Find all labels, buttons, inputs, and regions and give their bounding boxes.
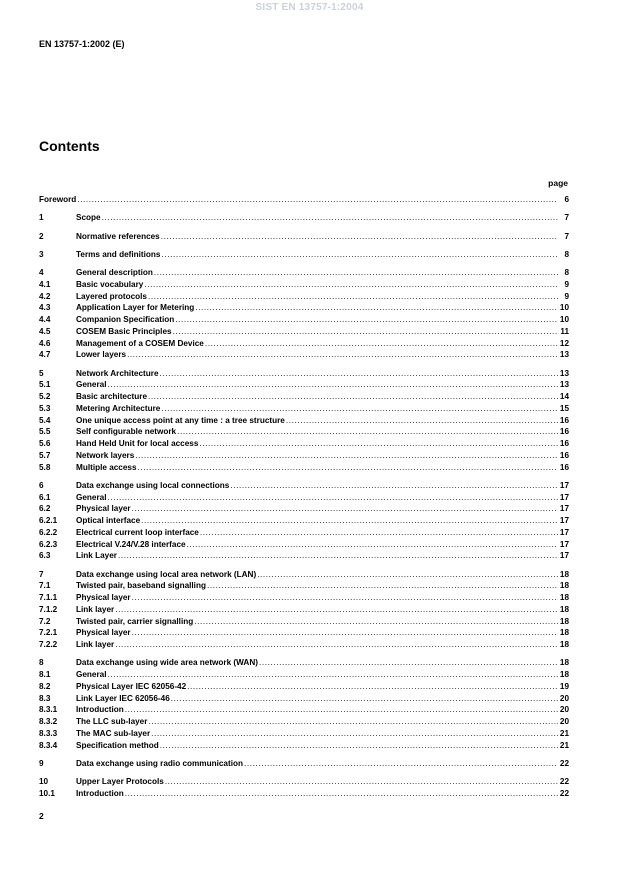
toc-entry-title-wrap bbox=[76, 450, 559, 462]
toc-entry-number: 7.1 bbox=[39, 581, 51, 591]
dot-leader bbox=[187, 681, 558, 693]
toc-entry[interactable] bbox=[39, 604, 569, 616]
toc-entry[interactable] bbox=[39, 291, 569, 303]
toc-entry-page: 18 bbox=[559, 640, 569, 649]
dot-leader bbox=[160, 368, 558, 380]
dot-leader bbox=[173, 326, 558, 338]
toc-entry-page: 18 bbox=[559, 658, 569, 668]
toc-entry-number: 8 bbox=[39, 658, 44, 668]
toc-entry-title: Electrical current loop interface bbox=[76, 527, 199, 537]
toc-entry-number: 5.8 bbox=[39, 462, 51, 472]
toc-entry[interactable] bbox=[39, 302, 569, 314]
dot-leader bbox=[144, 279, 558, 291]
toc-entry[interactable] bbox=[39, 415, 569, 427]
toc-entry-number: 10 bbox=[39, 777, 49, 786]
toc-entry-number: 6.1 bbox=[39, 492, 51, 502]
toc-entry-title-wrap bbox=[76, 693, 559, 705]
toc-entry[interactable] bbox=[39, 231, 569, 243]
toc-entry[interactable] bbox=[39, 314, 569, 326]
toc-entry-page: 10 bbox=[559, 315, 569, 324]
toc-entry-number: 4.1 bbox=[39, 279, 51, 289]
toc-entry-title-wrap bbox=[76, 438, 559, 450]
toc-entry-title: Scope bbox=[76, 213, 101, 223]
dot-leader bbox=[102, 212, 558, 224]
toc-entry-title: Data exchange using wide area network (WAN) bbox=[76, 658, 258, 668]
dot-leader bbox=[141, 515, 558, 527]
toc-entry-page: 15 bbox=[559, 403, 569, 413]
toc-entry-title: Companion Specification bbox=[76, 315, 175, 324]
toc-entry[interactable] bbox=[39, 515, 569, 527]
toc-entry-page: 7 bbox=[564, 213, 569, 223]
toc-entry-title: Link layer bbox=[76, 640, 115, 649]
toc-entry-number: 4.6 bbox=[39, 338, 51, 348]
dot-leader bbox=[148, 391, 558, 403]
toc-entry-number: 6.2 bbox=[39, 504, 51, 514]
toc-entry-page: 14 bbox=[559, 392, 569, 401]
toc-entry[interactable] bbox=[39, 480, 569, 492]
toc-entry-number: 4.7 bbox=[39, 350, 51, 360]
dot-leader bbox=[175, 314, 558, 326]
toc-entry-title-wrap bbox=[76, 657, 559, 669]
dot-leader bbox=[115, 604, 558, 616]
toc-entry-number: 6 bbox=[39, 480, 44, 490]
toc-entry-number: 7.2.2 bbox=[39, 640, 58, 649]
toc-entry-number: 5 bbox=[39, 368, 44, 378]
toc-entry-number: 5.5 bbox=[39, 427, 51, 437]
toc-entry-title: Upper Layer Protocols bbox=[76, 777, 164, 786]
toc-entry-title: Introduction bbox=[76, 788, 124, 798]
toc-entry-title-wrap bbox=[76, 368, 559, 380]
toc-entry-title: Data exchange using local area network (LAN) bbox=[76, 569, 257, 579]
toc-entry-page: 11 bbox=[560, 326, 569, 336]
toc-entry-page: 9 bbox=[564, 291, 569, 301]
toc-entry-page: 7 bbox=[564, 231, 569, 241]
toc-entry-title-wrap bbox=[76, 788, 559, 800]
toc-entry-title-wrap bbox=[39, 194, 559, 206]
toc-entry[interactable] bbox=[39, 728, 569, 740]
toc-entry-page: 13 bbox=[559, 350, 569, 360]
toc-entry[interactable] bbox=[39, 279, 569, 291]
dot-leader bbox=[125, 788, 558, 800]
toc-entry[interactable] bbox=[39, 539, 569, 551]
dot-leader bbox=[127, 349, 558, 361]
toc-entry[interactable] bbox=[39, 788, 569, 800]
toc-entry-title: Data exchange using local connections bbox=[76, 480, 230, 490]
toc-entry[interactable] bbox=[39, 627, 569, 639]
toc-entry-title: Optical interface bbox=[76, 516, 141, 525]
toc-entry-title-wrap bbox=[76, 462, 559, 474]
toc-entry[interactable] bbox=[39, 368, 569, 380]
toc-entry-title-wrap bbox=[76, 627, 559, 639]
toc-entry[interactable] bbox=[39, 550, 569, 562]
toc-entry[interactable] bbox=[39, 716, 569, 728]
toc-entry-page: 20 bbox=[559, 717, 569, 726]
toc-entry-number: 1 bbox=[39, 213, 44, 223]
toc-entry[interactable] bbox=[39, 426, 569, 438]
toc-entry[interactable] bbox=[39, 267, 569, 279]
page-column-label: page bbox=[548, 178, 568, 188]
toc-entry-title-wrap bbox=[76, 592, 559, 604]
toc-entry-title: Physical layer bbox=[76, 504, 131, 514]
toc-entry-title-wrap bbox=[76, 539, 559, 551]
toc-entry-number: 5.7 bbox=[39, 450, 51, 460]
toc-entry-page: 17 bbox=[559, 539, 569, 549]
toc-entry-page: 17 bbox=[559, 504, 569, 514]
toc-entry-title: One unique access point at any time : a tree structure bbox=[76, 415, 285, 425]
dot-leader bbox=[108, 669, 559, 681]
toc-entry-title: Management of a COSEM Device bbox=[76, 338, 204, 348]
toc-entry-title-wrap bbox=[76, 728, 559, 740]
dot-leader bbox=[148, 291, 558, 303]
toc-entry-title-wrap bbox=[76, 291, 559, 303]
dot-leader bbox=[165, 776, 558, 788]
toc-entry-page: 17 bbox=[559, 527, 569, 537]
toc-entry-page: 17 bbox=[559, 551, 569, 561]
toc-entry[interactable] bbox=[39, 657, 569, 669]
dot-leader bbox=[151, 728, 558, 740]
toc-entry-number: 8.2 bbox=[39, 681, 51, 691]
dot-leader bbox=[160, 740, 558, 752]
toc-entry-title-wrap bbox=[76, 212, 559, 224]
toc-entry-number: 4 bbox=[39, 268, 44, 277]
toc-entry-title-wrap bbox=[76, 616, 559, 628]
toc-entry-title-wrap bbox=[76, 580, 559, 592]
toc-entry-page: 22 bbox=[559, 777, 569, 786]
toc-entry-number: 8.3.2 bbox=[39, 717, 58, 726]
dot-leader bbox=[244, 758, 558, 770]
toc-entry-title: Data exchange using radio communication bbox=[76, 758, 243, 768]
toc-entry-title-wrap bbox=[76, 279, 559, 291]
toc-entry-title-wrap bbox=[76, 302, 559, 314]
toc-entry-title: The LLC sub-layer bbox=[76, 717, 148, 726]
toc-entry-title-wrap bbox=[76, 669, 559, 681]
toc-entry-page: 6 bbox=[564, 195, 569, 204]
toc-entry-title: Hand Held Unit for local access bbox=[76, 439, 199, 448]
dot-leader bbox=[230, 480, 558, 492]
dot-leader bbox=[135, 450, 558, 462]
toc-entry[interactable] bbox=[39, 527, 569, 539]
dot-leader bbox=[177, 426, 558, 438]
toc-entry-title: Link Layer IEC 62056-46 bbox=[76, 693, 170, 703]
page-title: Contents bbox=[39, 138, 100, 154]
toc-entry-title-wrap bbox=[76, 681, 559, 693]
toc-entry-number: 3 bbox=[39, 249, 44, 259]
toc-entry[interactable] bbox=[39, 379, 569, 391]
toc-entry-title: Introduction bbox=[76, 705, 124, 715]
toc-entry-number: 8.3 bbox=[39, 693, 51, 703]
toc-entry-title: The MAC sub-layer bbox=[76, 728, 151, 738]
toc-entry-number: 7.1.2 bbox=[39, 604, 58, 614]
toc-entry-page: 22 bbox=[559, 758, 569, 768]
toc-entry-number: 8.3.1 bbox=[39, 705, 58, 715]
toc-entry-title-wrap bbox=[76, 415, 559, 427]
toc-entry-page: 18 bbox=[559, 593, 569, 602]
toc-entry-page: 16 bbox=[559, 415, 569, 425]
toc-entry-title-wrap bbox=[76, 776, 559, 788]
toc-entry-title: Twisted pair, carrier signalling bbox=[76, 616, 194, 626]
dot-leader bbox=[132, 592, 558, 604]
toc-entry[interactable] bbox=[39, 438, 569, 450]
dot-leader bbox=[77, 194, 558, 206]
toc-entry-title-wrap bbox=[76, 349, 559, 361]
toc-entry-title-wrap bbox=[76, 379, 559, 391]
toc-entry-number: 7.2 bbox=[39, 616, 51, 626]
toc-entry-title-wrap bbox=[76, 503, 559, 515]
dot-leader bbox=[154, 267, 558, 279]
toc-entry-number: 4.2 bbox=[39, 291, 51, 301]
toc-entry[interactable] bbox=[39, 249, 569, 261]
dot-leader bbox=[205, 338, 558, 350]
toc-entry-title: Twisted pair, baseband signalling bbox=[76, 581, 206, 591]
toc-entry[interactable] bbox=[39, 391, 569, 403]
toc-entry-page: 17 bbox=[559, 492, 569, 502]
toc-entry-title: Application Layer for Metering bbox=[76, 303, 195, 313]
toc-entry-number: 5.4 bbox=[39, 415, 51, 425]
dot-leader bbox=[194, 616, 558, 628]
toc-entry[interactable] bbox=[39, 669, 569, 681]
toc-entry-title: Lower layers bbox=[76, 350, 127, 360]
toc-entry-number: 5.6 bbox=[39, 439, 51, 448]
toc-entry-page: 18 bbox=[559, 628, 569, 638]
footer-page-number: 2 bbox=[39, 811, 44, 821]
toc-entry[interactable] bbox=[39, 704, 569, 716]
dot-leader bbox=[125, 704, 558, 716]
toc-entry-page: 16 bbox=[559, 427, 569, 437]
toc-entry[interactable] bbox=[39, 693, 569, 705]
toc-entry-page: 10 bbox=[559, 303, 569, 313]
toc-entry-number: 6.2.2 bbox=[39, 527, 58, 537]
toc-entry-page: 8 bbox=[564, 249, 569, 259]
toc-entry-page: 8 bbox=[564, 268, 569, 277]
document-id: EN 13757-1:2002 (E) bbox=[39, 39, 125, 49]
toc-entry-title: Network Architecture bbox=[76, 368, 159, 378]
toc-entry[interactable] bbox=[39, 349, 569, 361]
dot-leader bbox=[195, 302, 558, 314]
toc-entry-title: Link Layer bbox=[76, 551, 117, 561]
toc-entry-page: 16 bbox=[559, 450, 569, 460]
toc-entry-number: 5.1 bbox=[39, 380, 51, 390]
toc-entry-title: General description bbox=[76, 268, 153, 277]
dot-leader bbox=[187, 539, 558, 551]
toc-entry-number: 10.1 bbox=[39, 788, 55, 798]
toc-entry-number: 8.3.4 bbox=[39, 740, 58, 750]
toc-entry-title-wrap bbox=[76, 267, 559, 279]
toc-entry[interactable] bbox=[39, 592, 569, 604]
toc-entry-title-wrap bbox=[76, 426, 559, 438]
toc-entry-title: Layered protocols bbox=[76, 291, 147, 301]
toc-entry-page: 16 bbox=[559, 439, 569, 448]
toc-entry-title-wrap bbox=[76, 740, 559, 752]
dot-leader bbox=[148, 716, 558, 728]
toc-entry-title: Metering Architecture bbox=[76, 403, 161, 413]
toc-entry[interactable] bbox=[39, 569, 569, 581]
dot-leader bbox=[171, 693, 558, 705]
toc-entry[interactable] bbox=[39, 580, 569, 592]
toc-entry-page: 20 bbox=[559, 705, 569, 715]
toc-entry-page: 13 bbox=[559, 380, 569, 390]
toc-entry-title: COSEM Basic Principles bbox=[76, 326, 172, 336]
toc-entry-title: Electrical V.24/V.28 interface bbox=[76, 539, 186, 549]
toc-entry-title-wrap bbox=[76, 338, 559, 350]
toc-entry-number: 4.5 bbox=[39, 326, 51, 336]
toc-entry-title: Link layer bbox=[76, 604, 115, 614]
toc-entry-page: 17 bbox=[559, 516, 569, 525]
toc-entry-title: Basic vocabulary bbox=[76, 279, 144, 289]
toc-entry-title: Self configurable network bbox=[76, 427, 177, 437]
toc-entry-page: 13 bbox=[559, 368, 569, 378]
toc-entry-page: 18 bbox=[559, 670, 569, 679]
toc-entry-title: Specification method bbox=[76, 740, 159, 750]
toc-entry[interactable] bbox=[39, 503, 569, 515]
toc-entry-number: 7.1.1 bbox=[39, 593, 58, 602]
toc-entry-number: 5.3 bbox=[39, 403, 51, 413]
dot-leader bbox=[207, 580, 558, 592]
toc-entry[interactable] bbox=[39, 450, 569, 462]
toc-entry[interactable] bbox=[39, 326, 569, 338]
toc-entry-title: Terms and definitions bbox=[76, 249, 161, 259]
toc-entry-title-wrap bbox=[76, 231, 559, 243]
dot-leader bbox=[161, 249, 558, 261]
toc-entry-page: 21 bbox=[559, 740, 569, 750]
toc-entry[interactable] bbox=[39, 639, 569, 651]
toc-entry-page: 18 bbox=[559, 569, 569, 579]
toc-entry-title: Normative references bbox=[76, 231, 160, 241]
toc-entry[interactable] bbox=[39, 776, 569, 788]
toc-entry-page: 21 bbox=[559, 728, 569, 738]
toc-entry-number: 7.2.1 bbox=[39, 628, 58, 638]
toc-entry-page: 20 bbox=[559, 693, 569, 703]
toc-entry-title-wrap bbox=[76, 639, 559, 651]
dot-leader bbox=[118, 550, 558, 562]
toc-entry-title-wrap bbox=[76, 391, 559, 403]
dot-leader bbox=[161, 231, 558, 243]
toc-entry[interactable] bbox=[39, 616, 569, 628]
dot-leader bbox=[108, 492, 559, 504]
toc-entry-title: Physical Layer IEC 62056-42 bbox=[76, 681, 187, 691]
dot-leader bbox=[138, 462, 558, 474]
toc-entry-title-wrap bbox=[76, 515, 559, 527]
toc-entry-page: 9 bbox=[564, 279, 569, 289]
toc-entry-title: General bbox=[76, 380, 107, 390]
toc-entry-number: 6.2.1 bbox=[39, 516, 58, 525]
toc-entry[interactable] bbox=[39, 462, 569, 474]
toc-entry-number: 8.3.3 bbox=[39, 728, 58, 738]
watermark: SIST EN 13757-1:2004 bbox=[255, 2, 364, 13]
toc-entry[interactable] bbox=[39, 338, 569, 350]
toc-entry-title-wrap bbox=[76, 326, 559, 338]
toc-entry-title: Multiple access bbox=[76, 462, 137, 472]
dot-leader bbox=[108, 379, 559, 391]
toc-entry[interactable] bbox=[39, 403, 569, 415]
toc-entry[interactable] bbox=[39, 194, 569, 206]
toc-entry-title: General bbox=[76, 670, 107, 679]
toc-entry-number: 7 bbox=[39, 569, 44, 579]
toc-entry-title: Foreword bbox=[39, 195, 77, 204]
toc-entry-page: 16 bbox=[559, 462, 569, 472]
toc-entry-title-wrap bbox=[76, 492, 559, 504]
toc-entry-title-wrap bbox=[76, 758, 559, 770]
dot-leader bbox=[259, 657, 558, 669]
table-of-contents bbox=[39, 194, 569, 800]
toc-entry[interactable] bbox=[39, 212, 569, 224]
toc-entry-page: 18 bbox=[559, 616, 569, 626]
dot-leader bbox=[161, 403, 558, 415]
toc-entry-number: 4.4 bbox=[39, 315, 51, 324]
dot-leader bbox=[200, 527, 558, 539]
toc-entry-title-wrap bbox=[76, 314, 559, 326]
toc-entry-title-wrap bbox=[76, 704, 559, 716]
toc-entry-title-wrap bbox=[76, 550, 559, 562]
toc-entry-number: 8.1 bbox=[39, 670, 51, 679]
toc-entry[interactable] bbox=[39, 740, 569, 752]
toc-entry-number: 2 bbox=[39, 231, 44, 241]
dot-leader bbox=[115, 639, 558, 651]
toc-entry-page: 18 bbox=[559, 604, 569, 614]
dot-leader bbox=[199, 438, 558, 450]
toc-entry-title-wrap bbox=[76, 480, 559, 492]
toc-entry-page: 18 bbox=[559, 581, 569, 591]
toc-entry-page: 22 bbox=[559, 788, 569, 798]
dot-leader bbox=[286, 415, 558, 427]
toc-entry-title-wrap bbox=[76, 716, 559, 728]
toc-entry-title: Basic architecture bbox=[76, 392, 147, 401]
dot-leader bbox=[132, 627, 558, 639]
toc-entry[interactable] bbox=[39, 492, 569, 504]
toc-entry-page: 12 bbox=[559, 338, 569, 348]
toc-entry-title-wrap bbox=[76, 527, 559, 539]
toc-entry-page: 17 bbox=[559, 480, 569, 490]
dot-leader bbox=[132, 503, 558, 515]
toc-entry-title-wrap bbox=[76, 569, 559, 581]
toc-entry-title-wrap bbox=[76, 604, 559, 616]
toc-entry-title-wrap bbox=[76, 403, 559, 415]
toc-entry-title: Physical layer bbox=[76, 628, 131, 638]
dot-leader bbox=[257, 569, 558, 581]
toc-entry[interactable] bbox=[39, 681, 569, 693]
toc-entry-title-wrap bbox=[76, 249, 559, 261]
toc-entry-number: 6.2.3 bbox=[39, 539, 58, 549]
toc-entry[interactable] bbox=[39, 758, 569, 770]
toc-entry-number: 9 bbox=[39, 758, 44, 768]
toc-entry-number: 6.3 bbox=[39, 551, 51, 561]
toc-entry-number: 5.2 bbox=[39, 392, 51, 401]
toc-entry-number: 4.3 bbox=[39, 303, 51, 313]
toc-entry-title: Network layers bbox=[76, 450, 135, 460]
toc-entry-title: Physical layer bbox=[76, 593, 131, 602]
toc-entry-page: 19 bbox=[559, 681, 569, 691]
toc-entry-title: General bbox=[76, 492, 107, 502]
